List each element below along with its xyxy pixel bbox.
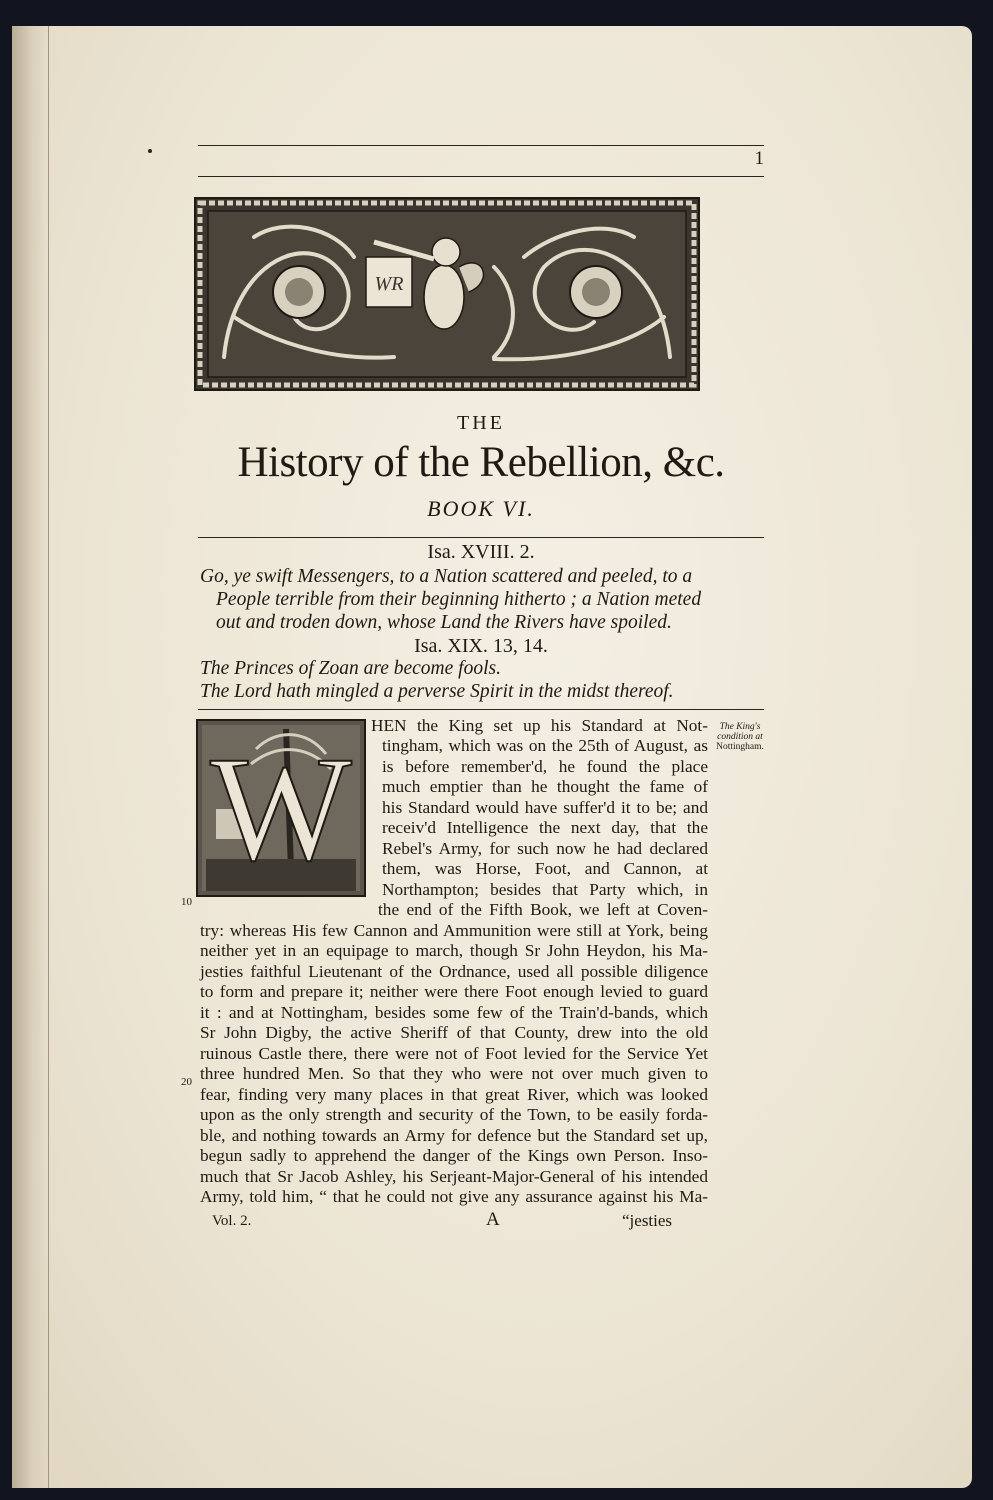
body-line: to form and prepare it; neither were there Foot enough levied to guard bbox=[200, 982, 708, 1001]
body-line: Rebel's Army, for such now he had declared bbox=[382, 839, 708, 858]
line-number: 20 bbox=[181, 1076, 192, 1088]
body-line: much that Sr Jacob Ashley, his Serjeant-Major-General of his intended bbox=[200, 1167, 708, 1186]
body-line: them, was Horse, Foot, and Cannon, at bbox=[382, 859, 708, 878]
svg-text:W: W bbox=[210, 726, 352, 892]
ink-dot bbox=[148, 149, 152, 153]
epigraph-line: People terrible from their beginning hitherto ; a Nation meted bbox=[216, 589, 702, 610]
epigraph-reference-1: Isa. XVIII. 2. bbox=[427, 541, 535, 563]
book-number: BOOK VI. bbox=[427, 496, 535, 521]
body-line: HEN the King set up his Standard at Not- bbox=[371, 716, 708, 735]
epigraph-line: The Lord hath mingled a perverse Spirit in the midst thereof. bbox=[200, 681, 674, 702]
body-line: tingham, which was on the 25th of August, as bbox=[382, 736, 708, 755]
body-line: the end of the Fifth Book, we left at Coven- bbox=[378, 900, 708, 919]
body-line: ble, and nothing towards an Army for defence but the Standard set up, bbox=[200, 1126, 708, 1145]
heading-the: THE bbox=[457, 412, 505, 434]
page-gutter bbox=[12, 26, 49, 1488]
epigraph-reference-2: Isa. XIX. 13, 14. bbox=[414, 635, 548, 657]
headpiece-ornament bbox=[194, 197, 700, 391]
body-line: his Standard would have suffer'd it to be; and bbox=[382, 798, 708, 817]
body-line: Northampton; besides that Party which, in bbox=[382, 880, 708, 899]
book-title: History of the Rebellion, &c. bbox=[237, 439, 725, 486]
epigraph-rule-bottom bbox=[198, 709, 764, 710]
body-line: is before remember'd, he found the place bbox=[382, 757, 708, 776]
gathering-signature: A bbox=[486, 1209, 500, 1230]
line-number: 10 bbox=[181, 896, 192, 908]
epigraph-line: out and troden down, whose Land the Rivers have spoiled. bbox=[216, 612, 672, 633]
margin-note bbox=[710, 722, 770, 752]
body-line: Sr John Digby, the active Sheriff of that County, drew into the old bbox=[200, 1023, 708, 1042]
body-line: neither yet in an equipage to march, though Sr John Heydon, his Ma- bbox=[200, 941, 708, 960]
margin-note-line: The King's bbox=[719, 722, 761, 732]
body-line: ruinous Castle there, there were not of Foot levied for the Service Yet bbox=[200, 1044, 708, 1063]
epigraph-line: The Princes of Zoan are become fools. bbox=[200, 658, 501, 679]
body-line: begun sadly to apprehend the danger of the Kings own Person. Inso- bbox=[200, 1146, 708, 1165]
body-line: jesties faithful Lieutenant of the Ordnance, used all possible diligence bbox=[200, 962, 708, 981]
body-line: it : and at Nottingham, besides some few of the Train'd-bands, which bbox=[200, 1003, 708, 1022]
body-line: receiv'd Intelligence the next day, that the bbox=[382, 818, 708, 837]
margin-note-line: Nottingham. bbox=[716, 742, 764, 752]
epigraph-rule-top bbox=[198, 537, 764, 538]
dropcap-illustration bbox=[196, 719, 366, 897]
volume-signature: Vol. 2. bbox=[212, 1213, 252, 1229]
body-line: three hundred Men. So that they who were not over much given to bbox=[200, 1064, 708, 1083]
margin-note-line: condition at bbox=[717, 732, 763, 742]
catchword: “jesties bbox=[622, 1211, 673, 1230]
page-number: 1 bbox=[754, 148, 764, 169]
epigraph-line: Go, ye swift Messengers, to a Nation scattered and peeled, to a bbox=[200, 566, 693, 587]
body-line: upon as the only strength and security of the Town, to be easily forda- bbox=[200, 1105, 708, 1124]
body-line: fear, finding very many places in that great River, which was looked bbox=[200, 1085, 708, 1104]
header-rule-bottom bbox=[198, 176, 764, 177]
svg-text:WR: WR bbox=[374, 273, 404, 295]
body-line: much emptier than he thought the fame of bbox=[382, 777, 708, 796]
body-line: Army, told him, “ that he could not give any assurance against his Ma- bbox=[200, 1187, 708, 1206]
body-line: try: whereas His few Cannon and Ammunition were still at York, being bbox=[200, 921, 708, 940]
header-rule-top bbox=[198, 145, 764, 146]
